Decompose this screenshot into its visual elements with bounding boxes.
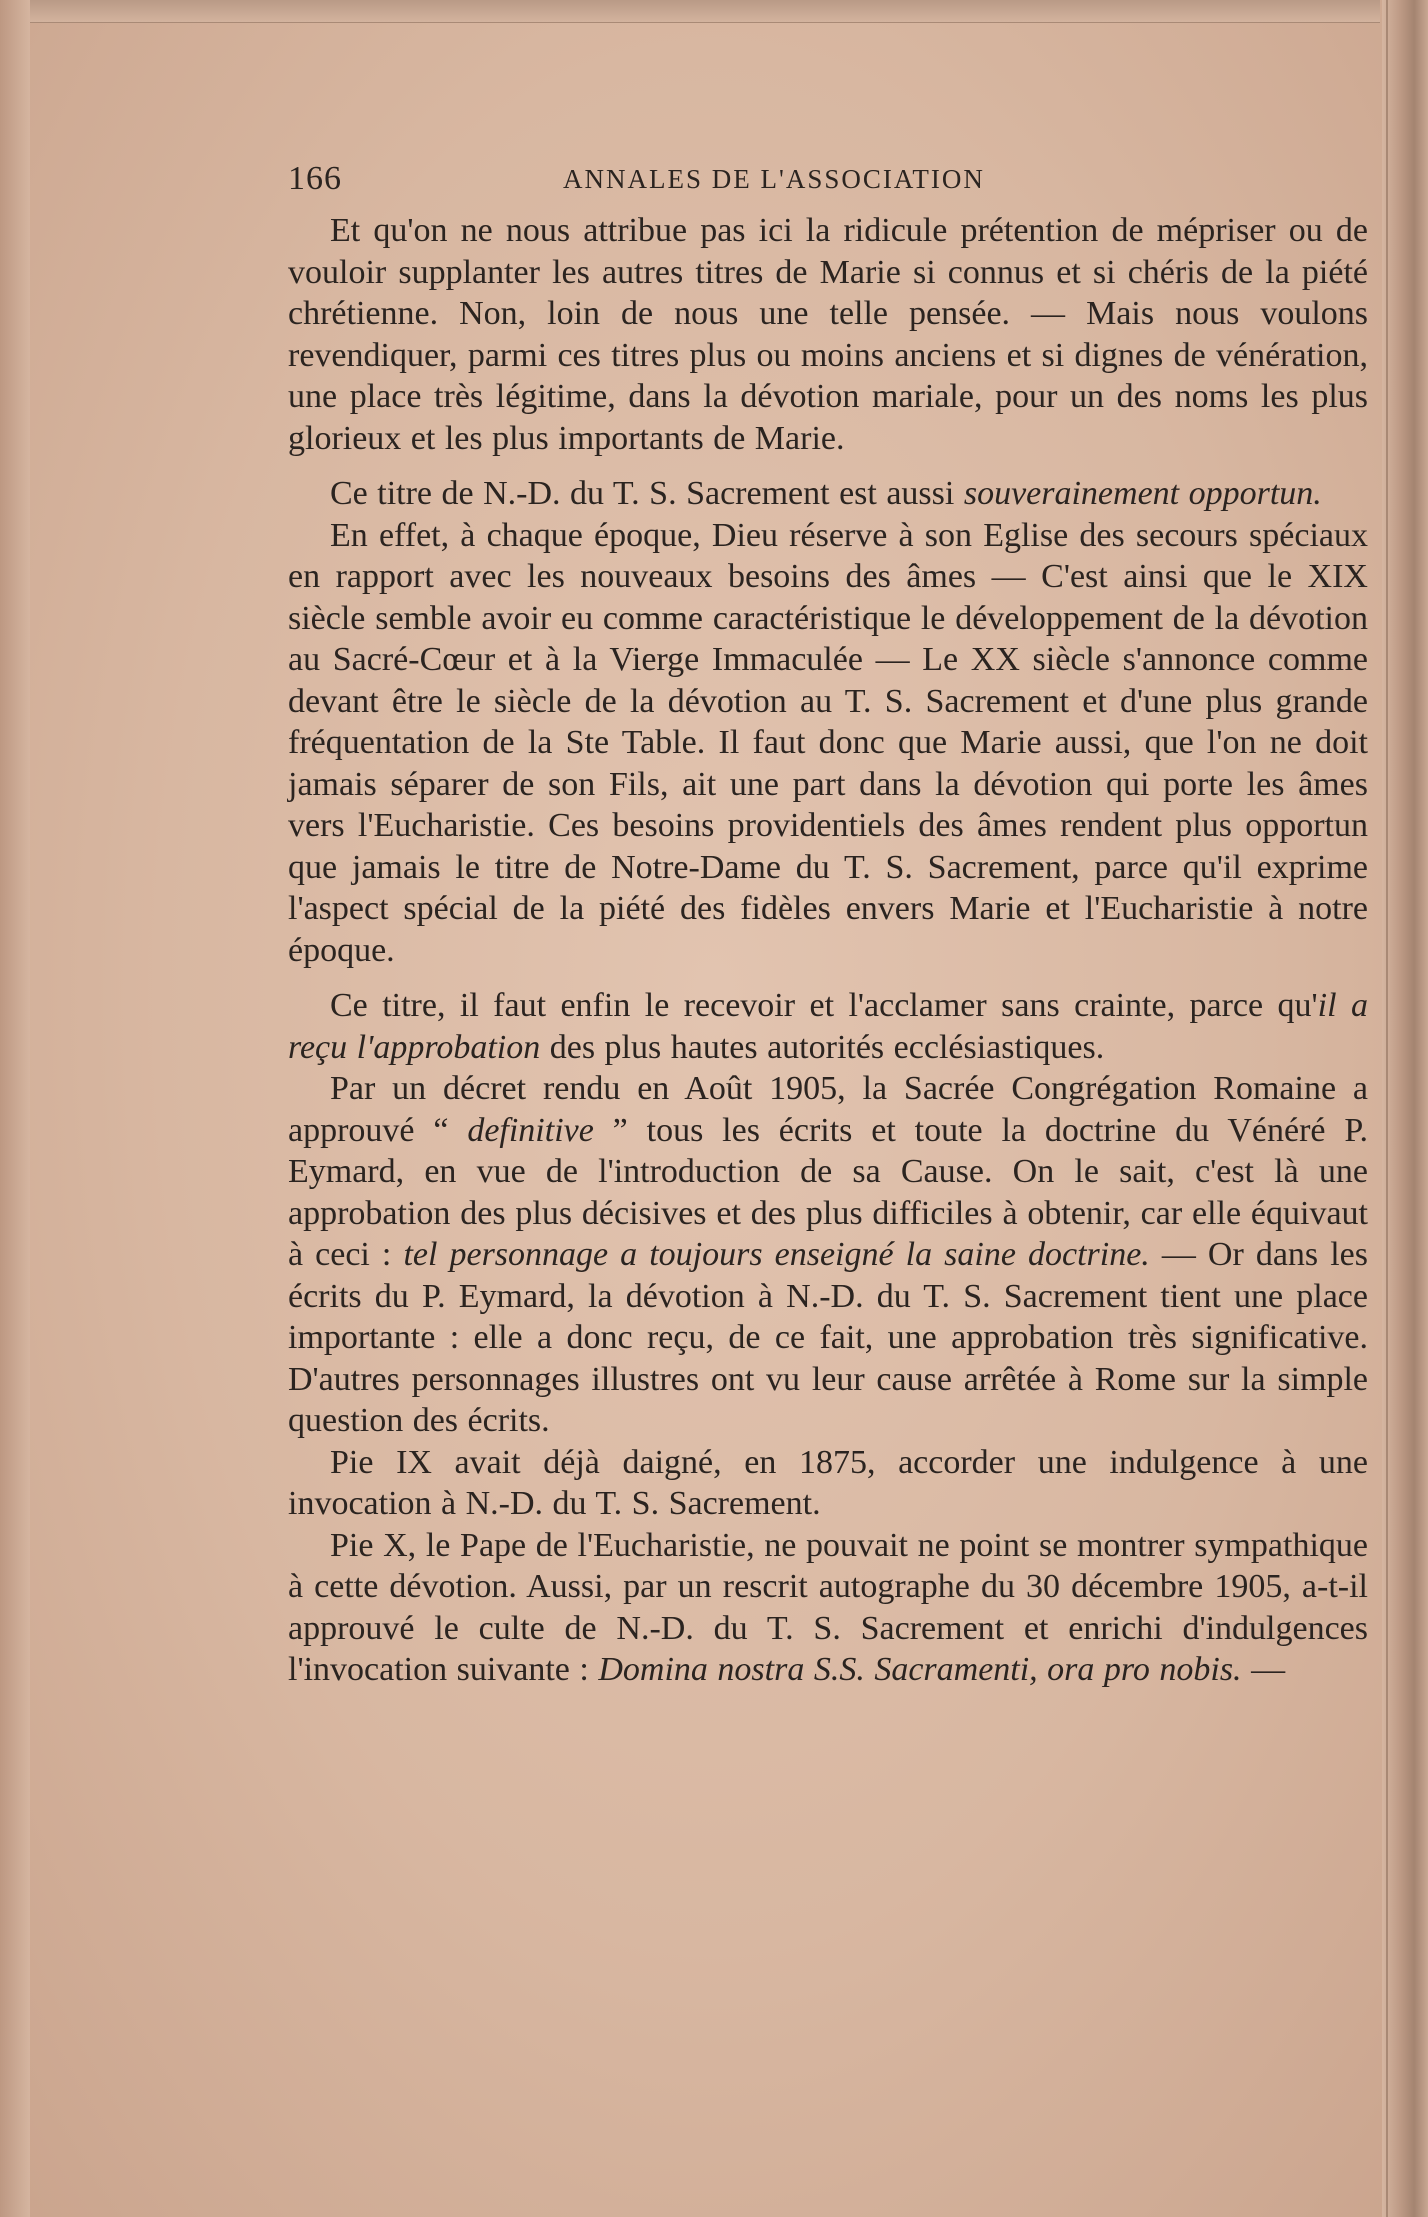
page-top-edge xyxy=(0,0,1380,23)
paragraph-3: En effet, à chaque époque, Dieu réserve à son Eglise des secours spéciaux en rapport avec les nouveaux besoins des âmes — C'est ainsi que le XIX siècle semble avoir eu comme caractéristique le développement de la dévotion au Sacré-Cœur et à la Vierge Immaculée — Le XX siècle s'annonce comme devant être le siècle de la dévotion au T. S. Sacrement et d'une plus grande fréquentation de la Ste Table. Il faut donc que Marie aussi, que l'on ne doit jamais séparer de son Fils, ait une part dans la dévotion qui porte les âmes vers l'Eucharistie. Ces besoins providentiels des âmes rendent plus opportun que jamais le titre de Notre-Dame du T. S. Sacrement, parce qu'il exprime l'aspect spécial de la piété des fidèles envers Marie et l'Eucharistie à notre époque. xyxy=(288,516,1368,969)
page-content xyxy=(288,150,1368,1691)
page-number: 166 xyxy=(288,160,342,197)
paragraph-4: Ce titre, il faut enfin le recevoir et l'acclamer sans crainte, parce qu'il a reçu l'approbation des plus hautes autorités ecclésiastiques. xyxy=(288,987,1368,1066)
page-right-edge xyxy=(1382,0,1428,2217)
paragraph-7: Pie X, le Pape de l'Eucharistie, ne pouvait ne point se montrer sympathique à cette dévotion. Aussi, par un rescrit autographe du 30 décembre 1905, a-t-il approuvé le culte de N.-D. du T. S. Sacrement et enrichi d'indulgences l'invocation suivante : Domina nostra S.S. Sacramenti, ora pro nobis. — xyxy=(288,1526,1368,1688)
page-header xyxy=(288,150,1368,210)
paragraph-6: Pie IX avait déjà daigné, en 1875, accorder une indulgence à une invocation à N.-D. du T. S. Sacrement. xyxy=(288,1443,1368,1522)
page-fold-line xyxy=(1386,0,1388,2217)
running-title: ANNALES DE L'ASSOCIATION xyxy=(563,164,985,194)
paragraph-5: Par un décret rendu en Août 1905, la Sacrée Congrégation Romaine a approuvé “ definitive ” tous les écrits et toute la doctrine du Vénéré P. Eymard, en vue de l'introduction de sa Cause. On le sait, c'est là une approbation des plus décisives et des plus difficiles à obtenir, car elle équivaut à ceci : tel personnage a toujours enseigné la saine doctrine. — Or dans les écrits du P. Eymard, la dévotion à N.-D. du T. S. Sacrement tient une place importante : elle a donc reçu, de ce fait, une approbation très significative. D'autres personnages illustres ont vu leur cause arrêtée à Rome sur la simple question des écrits. xyxy=(288,1070,1368,1439)
paragraph-2: Ce titre de N.-D. du T. S. Sacrement est aussi souverainement opportun. xyxy=(330,475,1322,512)
paragraph-1: Et qu'on ne nous attribue pas ici la ridicule prétention de mépriser ou de vouloir supplanter les autres titres de Marie si connus et si chéris de la piété chrétienne. Non, loin de nous une telle pensée. — Mais nous voulons revendiquer, parmi ces titres plus ou moins anciens et si dignes de vénération, une place très légitime, dans la dévotion mariale, pour un des noms les plus glorieux et les plus importants de Marie. xyxy=(288,212,1368,457)
page-left-edge xyxy=(0,0,30,2217)
